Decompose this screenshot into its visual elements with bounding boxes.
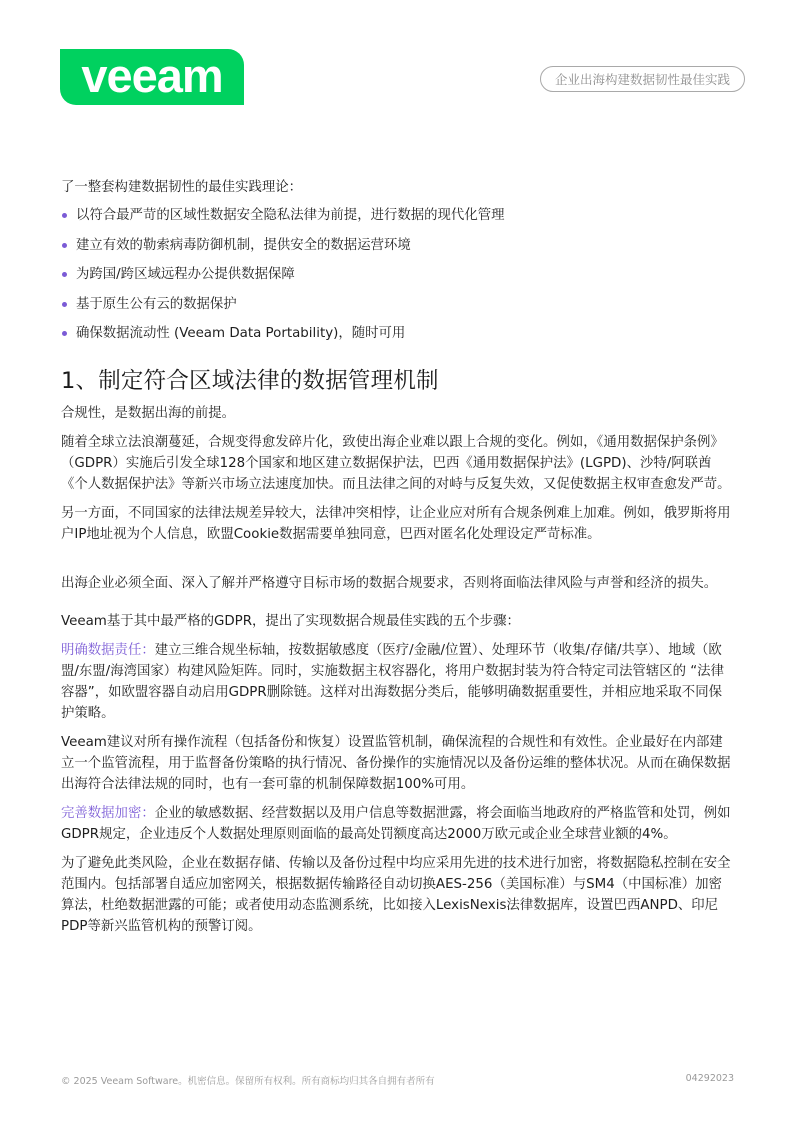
bullet-item: [61, 205, 731, 226]
paragraph-five-steps: Veeam基于其中最严格的GDPR，提出了实现数据合规最佳实践的五个步骤：: [61, 614, 520, 629]
step-text: 企业的敏感数据、经营数据以及用户信息等数据泄露，将会面临当地政府的严格监管和处罚，例如GDPR规定，企业违反个人数据处理原则面临的最高处罚额度高达2000万欧元或企业全球营业额的4%。: [61, 806, 731, 842]
bullet-dot-icon: [62, 272, 67, 277]
paragraph-legislation: 随着全球立法浪潮蔓延，合规变得愈发碎片化，致使出海企业难以跟上合规的变化。例如，《通用数据保护条例》（GDPR）实施后引发全球128个国家和地区建立数据保护法，巴西《通用数据保护法》(LGPD)、沙特/阿联酋《个人数据保护法》等新兴市场立法速度加快。而且法律之间的对峙与反复失效，又促使数据主权审查愈发严苛。: [61, 435, 731, 492]
bullet-item: [61, 323, 731, 344]
step-text: 建立三维合规坐标轴，按数据敏感度（医疗/金融/位置）、处理环节（收集/存储/共享）、地域（欧盟/东盟/海湾国家）构建风险矩阵。同时，实施数据主权容器化，将用户数据封装为符合特定司法管辖区的 “法律容器”，如欧盟容器自动启用GDPR删除链。这样对出海数据分类后，能够明确数据重要性，并相应地采取不同保护策略。: [61, 643, 724, 721]
section-heading: 1、制定符合区域法律的数据管理机制: [61, 368, 439, 394]
main-content: [61, 177, 731, 945]
bullet-text: 基于原生公有云的数据保护: [76, 296, 237, 312]
veeam-logo: [60, 49, 244, 105]
bullet-item: [61, 264, 731, 285]
paragraph-encryption-measures: 为了避免此类风险，企业在数据存储、传输以及备份过程中均应采用先进的技术进行加密，将数据隐私控制在安全范围内。包括部署自适应加密网关，根据数据传输路径自动切换AES-256（美国标准）与SM4（中国标准）加密算法，杜绝数据泄露的可能；或者使用动态监测系统，比如接入LexisNexis法律数据库，设置巴西ANPD、印尼PDP等新兴监管机构的预警订阅。: [61, 856, 731, 934]
bullet-dot-icon: [62, 243, 67, 248]
document-tag: 企业出海构建数据韧性最佳实践: [540, 66, 745, 92]
bullet-text: 确保数据流动性 (Veeam Data Portability)，随时可用: [76, 326, 406, 341]
bullet-dot-icon: [62, 331, 67, 336]
bullet-dot-icon: [62, 213, 67, 218]
lead-paragraph: 合规性，是数据出海的前提。: [61, 406, 236, 421]
bullet-text: 以符合最严苛的区域性数据安全隐私法律为前提，进行数据的现代化管理: [76, 208, 505, 223]
bullet-dot-icon: [62, 302, 67, 307]
logo-text: veeam: [81, 48, 223, 102]
bullet-list: [61, 205, 731, 344]
step-label: 明确数据责任：: [61, 643, 155, 658]
intro-text: 了一整套构建数据韧性的最佳实践理论：: [61, 180, 303, 195]
bullet-item: [61, 235, 731, 256]
footer-copyright: © 2025 Veeam Software。机密信息。保留所有权利。所有商标均归其各自拥有者所有: [61, 1076, 435, 1087]
bullet-item: [61, 294, 731, 315]
footer-doc-code: 04292023: [685, 1073, 734, 1084]
step-data-responsibility: [61, 640, 731, 724]
paragraph-compliance-requirement: 出海企业必须全面、深入了解并严格遵守目标市场的数据合规要求，否则将面临法律风险与声誉和经济的损失。: [61, 576, 718, 591]
bullet-text: 建立有效的勒索病毒防御机制，提供安全的数据运营环境: [76, 237, 411, 253]
paragraph-monitoring: Veeam建议对所有操作流程（包括备份和恢复）设置监管机制，确保流程的合规性和有效性。企业最好在内部建立一个监管流程，用于监督备份策略的执行情况、备份操作的实施情况以及备份运维的整体状况。从而在确保数据出海符合法律法规的同时，也有一套可靠的机制保障数据100%可用。: [61, 735, 731, 792]
step-data-encryption: [61, 803, 731, 845]
bullet-text: 为跨国/跨区域远程办公提供数据保障: [76, 267, 295, 282]
paragraph-law-differences: 另一方面，不同国家的法律法规差异较大，法律冲突相悖，让企业应对所有合规条例难上加难。例如，俄罗斯将用户IP地址视为个人信息，欧盟Cookie数据需要单独同意，巴西对匿名化处理设定严苛标准。: [61, 506, 731, 542]
step-label: 完善数据加密：: [61, 806, 155, 821]
